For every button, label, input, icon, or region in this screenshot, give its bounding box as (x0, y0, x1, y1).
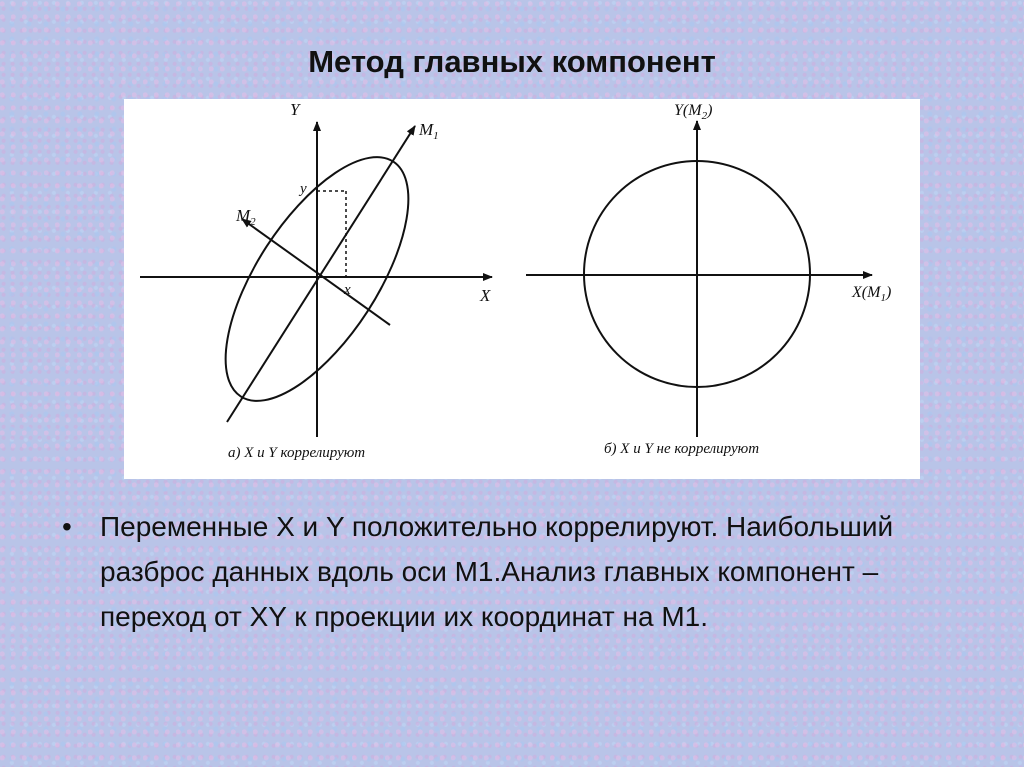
right-caption: б) X и Y не коррелируют (604, 441, 760, 457)
bullet-marker: • (62, 511, 72, 542)
left-proj-y-label: y (300, 181, 307, 197)
left-proj-x-label: x (344, 282, 351, 298)
pca-figure (124, 99, 920, 479)
left-caption: а) X и Y коррелируют (228, 445, 366, 461)
bullet-text: Переменные X и Y положительно коррелируют. Наибольший разброс данных вдоль оси M1.Анализ главных компонент – переход от XY к проекции их координат на M1. (100, 511, 894, 632)
right-y-label: $Y(M_2)$ (674, 102, 713, 122)
left-x-label: X (480, 286, 491, 305)
right-x-label: $X(M_1)$ (852, 284, 892, 304)
left-m1-label: $M_1$ (419, 120, 439, 142)
pca-diagram (124, 99, 920, 479)
left-m2-label: $M_2$ (236, 206, 256, 228)
left-panel (140, 100, 492, 461)
slide-title: Метод главных компонент (308, 44, 716, 79)
left-m1-axis (227, 126, 415, 422)
right-panel (526, 102, 891, 457)
left-y-label: Y (290, 100, 300, 119)
